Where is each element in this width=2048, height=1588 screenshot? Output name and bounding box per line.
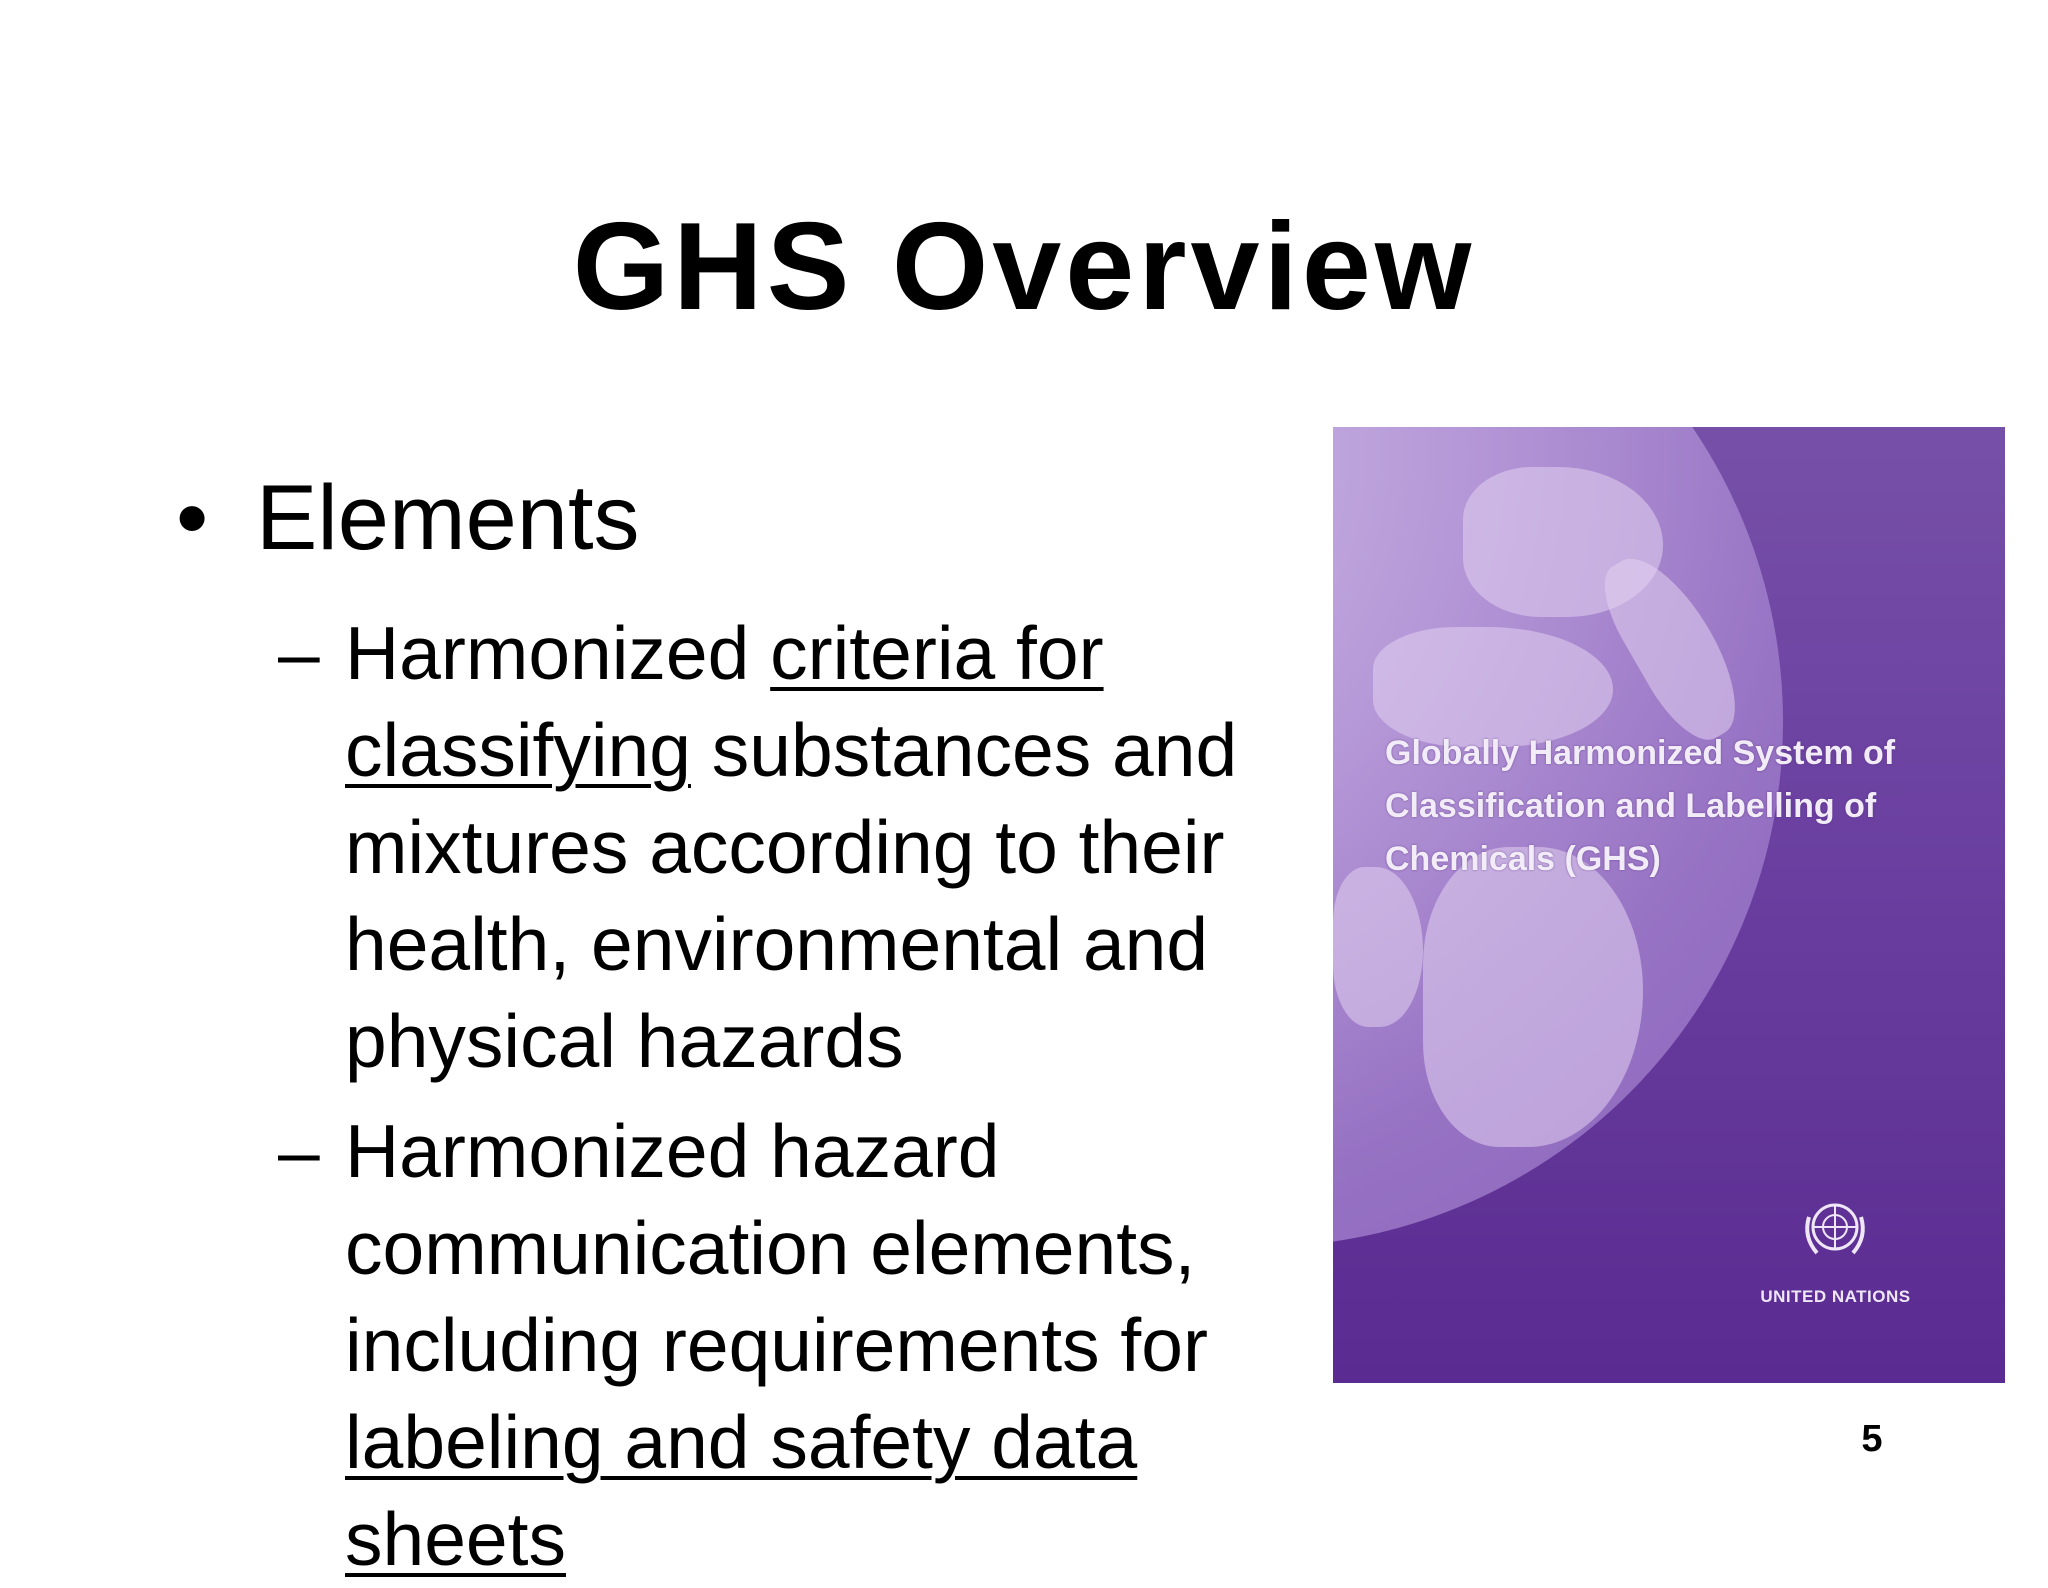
slide-title: GHS Overview [572,198,1476,336]
cover-title: Globally Harmonized System of Classification and Labelling of Chemicals (GHS) [1385,734,1896,878]
ghs-cover-image [1333,427,2005,1383]
underlined-term: labeling and safety data sheets [345,1400,1138,1581]
sub-item-hazard-communication [278,1103,1338,1588]
underlined-term: criteria for classifying [345,611,1104,792]
page-number: 5 [1861,1418,1883,1460]
un-emblem-icon [1795,1187,1875,1267]
text-segment: substances and mixtures according to their health, environmental and physical hazards [345,708,1238,1083]
text-segment: Harmonized hazard communication elements, including requirements for [345,1109,1208,1387]
sub-item-criteria [278,605,1338,1090]
dash-marker: – [278,1109,320,1193]
publisher-label: UNITED NATIONS [1760,1287,1911,1306]
continent-shape [1333,867,1423,1027]
bullet-label: Elements [256,467,640,569]
text-segment: Harmonized [345,611,771,695]
bullet-marker: • [176,467,209,569]
dash-marker: – [278,611,320,695]
bullet-elements [176,467,640,569]
sub-item-text [278,1103,1338,1588]
sub-item-text [278,605,1338,1090]
